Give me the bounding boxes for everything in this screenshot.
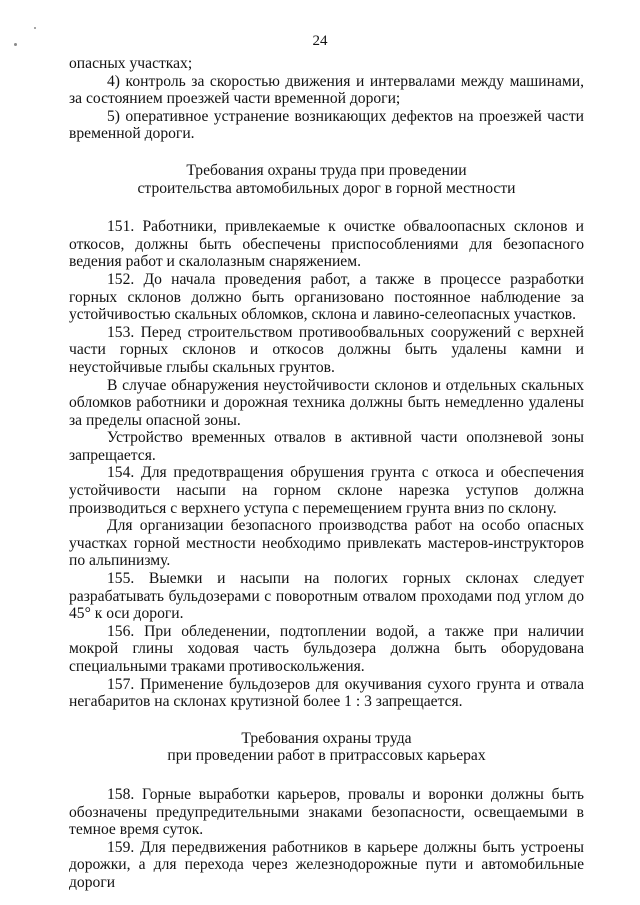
section-heading: Требования охраны труда xyxy=(241,729,412,747)
paragraph: 151. Работники, привлекаемые к очистке обвалоопасных склонов и откосов, должны быть обеспечены приспособлениями для безопасного ведения работ и скалолазным снаряжением. xyxy=(69,218,584,271)
paragraph: 159. Для передвижения работников в карьере должны быть устроены дорожки, а для перехода через железнодорожные пути и автомобильные дороги xyxy=(69,838,584,891)
paragraph: 154. Для предотвращения обрушения грунта с откоса и обеспечения устойчивости насыпи на горном склоне нарезка уступов должна производиться с верхнего уступа с перемещением грунта вниз по склону. xyxy=(69,464,584,517)
section-heading: Требования охраны труда при проведении xyxy=(186,161,467,179)
document-body xyxy=(69,55,584,892)
paragraph: В случае обнаружения неустойчивости склонов и отдельных скальных обломков работники и дорожная техника должны быть немедленно удалены за пределы опасной зоны. xyxy=(69,376,584,429)
paragraph: опасных участках; xyxy=(69,55,193,72)
paragraph: Для организации безопасного производства работ на особо опасных участках горной местности необходимо привлекать мастеров-инструкторов по альпинизму. xyxy=(69,517,584,570)
paragraph: 155. Выемки и насыпи на пологих горных склонах следует разрабатывать бульдозерами с поворотным отвалом проходами под углом до 45° к оси дороги. xyxy=(69,570,584,623)
paragraph: Устройство временных отвалов в активной части оползневой зоны запрещается. xyxy=(69,429,584,464)
paragraph: 5) оперативное устранение возникающих дефектов на проезжей части временной дороги. xyxy=(69,107,584,143)
section-heading: при проведении работ в притрассовых карьерах xyxy=(167,747,486,765)
paragraph: 153. Перед строительством противообвальных сооружений с верхней части горных склонов и откосов должны быть удалены камни и неустойчивые глыбы скальных грунтов. xyxy=(69,323,584,376)
paragraph: 152. До начала проведения работ, а также в процессе разработки горных склонов должно быть организовано постоянное наблюдение за устойчивостью скальных обломков, склона и лавино-селеопасных участков. xyxy=(69,270,584,324)
paragraph: 157. Применение бульдозеров для окучивания сухого грунта и отвала негабаритов на склонах крутизной более 1 : 3 запрещается. xyxy=(69,675,584,711)
paragraph: 158. Горные выработки карьеров, провалы и воронки должны быть обозначены предупредительными знаками безопасности, освещаемыми в темное время суток. xyxy=(69,785,584,839)
paragraph: 4) контроль за скоростью движения и интервалами между машинами, за состоянием проезжей части временной дороги; xyxy=(69,72,584,108)
paragraph: 156. При обледенении, подтоплении водой, а также при наличии мокрой глины ходовая часть бульдозера должна быть оборудована специальными траками противоскольжения. xyxy=(69,622,584,675)
page-number: 24 xyxy=(312,33,328,49)
scan-dot xyxy=(34,27,36,29)
section-heading: строительства автомобильных дорог в горной местности xyxy=(137,179,516,197)
